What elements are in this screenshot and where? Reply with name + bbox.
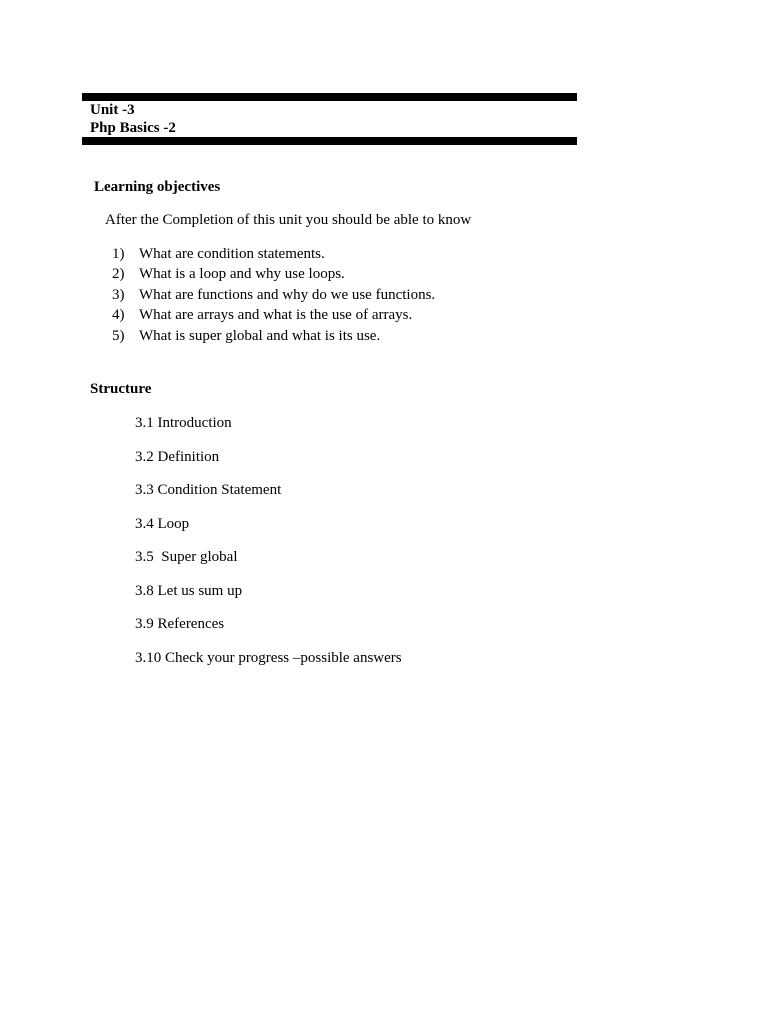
structure-heading: Structure [90, 381, 152, 397]
header-bottom-rule [82, 137, 577, 145]
objective-number: 3) [112, 286, 125, 303]
structure-item: 3.9 References [135, 616, 225, 632]
structure-item: 3.2 Definition [135, 448, 220, 465]
objective-number: 4) [112, 307, 125, 324]
objective-number: 1) [112, 246, 125, 262]
objective-text: What are condition statements. [139, 246, 325, 262]
objective-text: What is a loop and why use loops. [139, 266, 345, 283]
structure-item: 3.8 Let us sum up [135, 582, 243, 599]
objectives-list [112, 245, 435, 347]
structure-list [135, 414, 402, 682]
structure-item: 3.10 Check your progress –possible answers [135, 649, 402, 666]
objective-item [112, 306, 435, 326]
unit-title: Php Basics -2 [90, 120, 176, 136]
header-top-rule [82, 93, 577, 101]
objective-item [112, 265, 435, 285]
objective-item [112, 286, 435, 306]
objectives-intro: After the Completion of this unit you should be able to know [105, 212, 472, 228]
structure-item: 3.1 Introduction [135, 415, 232, 431]
structure-item: 3.4 Loop [135, 515, 190, 532]
learning-objectives-heading: Learning objectives [94, 179, 221, 195]
structure-item: 3.3 Condition Statement [135, 482, 282, 498]
unit-number: Unit -3 [90, 102, 135, 118]
objective-text: What are functions and why do we use functions. [139, 286, 436, 303]
structure-item: 3.5 Super global [135, 549, 238, 565]
objective-item [112, 327, 435, 347]
objective-text: What are arrays and what is the use of arrays. [139, 307, 413, 324]
objective-text: What is super global and what is its use. [139, 327, 381, 344]
objective-number: 5) [112, 327, 125, 344]
objective-item [112, 245, 435, 265]
objective-number: 2) [112, 266, 125, 283]
